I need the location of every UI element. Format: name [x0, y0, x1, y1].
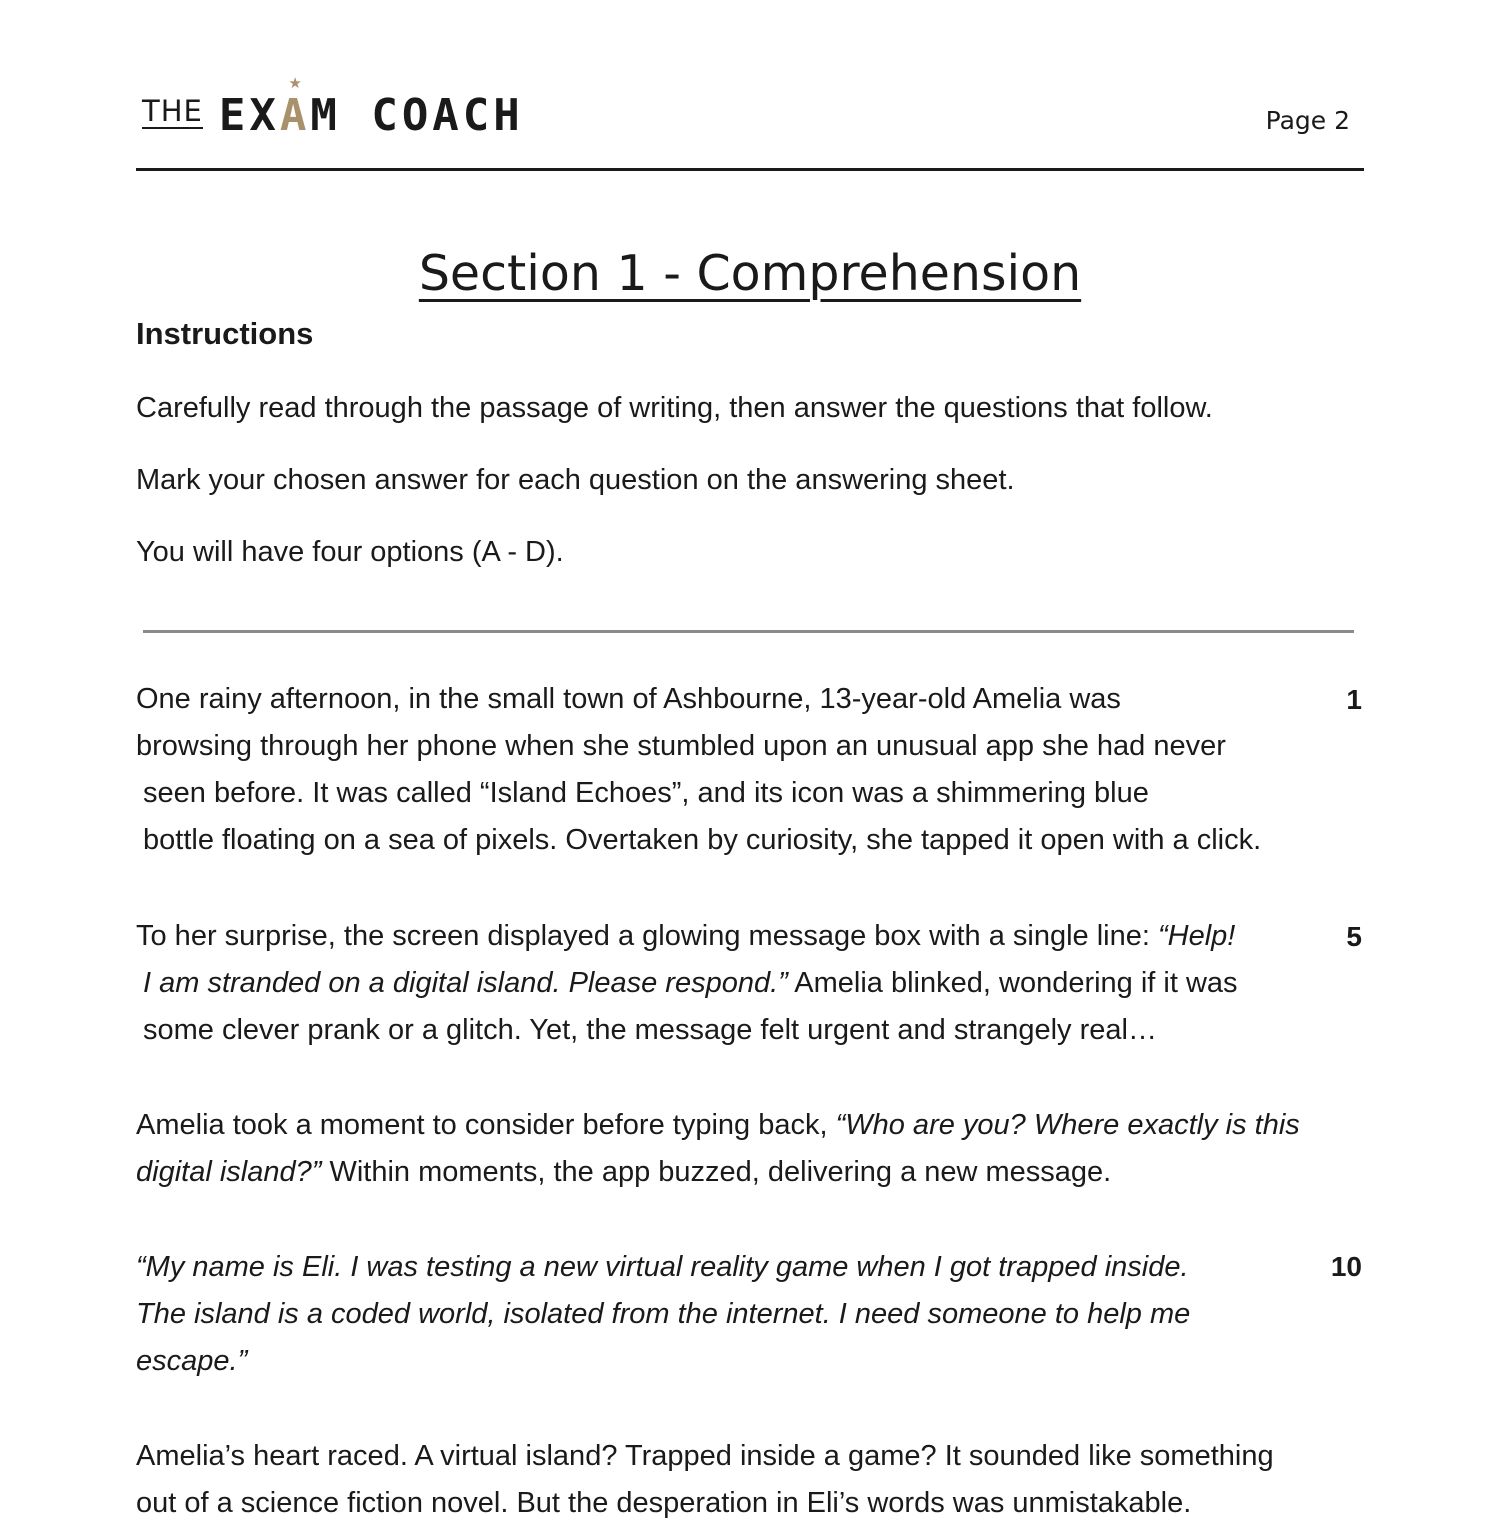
paragraph-line — [136, 960, 1238, 1007]
paragraph-line: seen before. It was called “Island Echoes”, and its icon was a shimmering blue — [143, 777, 1149, 809]
page-header — [136, 74, 1364, 150]
instruction-line: Carefully read through the passage of writing, then answer the questions that follow. — [136, 392, 1213, 424]
instruction-line: You will have four options (A - D). — [136, 536, 564, 568]
logo-the-text: THE — [142, 94, 203, 128]
logo-rest: M COACH — [310, 90, 524, 141]
passage-paragraph-5 — [136, 1433, 1274, 1527]
paragraph-line — [136, 1244, 1190, 1291]
paragraph-line — [136, 913, 1238, 960]
section-title-text: Section 1 - Comprehension — [418, 245, 1082, 302]
quoted-text: digital island?” — [136, 1156, 322, 1188]
paragraph-line: out of a science fiction novel. But the desperation in Eli’s words was unmistakable. — [136, 1487, 1192, 1519]
line-text: Within moments, the app buzzed, delivering a new message. — [321, 1156, 1112, 1188]
page-number: Page 2 — [1265, 106, 1350, 135]
paragraph-line: browsing through her phone when she stumbled upon an unusual app she had never — [136, 730, 1226, 762]
line-number-marker: 10 — [1330, 1251, 1362, 1282]
exam-coach-logo — [142, 74, 524, 142]
passage-paragraph-2 — [136, 913, 1238, 1054]
quoted-text: “Help! — [1158, 920, 1236, 952]
instruction-line: Mark your chosen answer for each question on the answering sheet. — [136, 464, 1015, 496]
paragraph-line — [136, 1291, 1190, 1338]
paragraph-line: some clever prank or a glitch. Yet, the message felt urgent and strangely real… — [143, 1014, 1157, 1046]
paragraph-line: Amelia’s heart raced. A virtual island? Trapped inside a game? It sounded like something — [136, 1440, 1274, 1472]
line-text: Amelia blinked, wondering if it was — [787, 967, 1238, 999]
section-title — [0, 245, 1500, 302]
paragraph-line — [136, 1149, 1300, 1196]
quoted-text: The island is a coded world, isolated from the internet. I need someone to help me — [136, 1298, 1191, 1330]
star-icon: ★ — [288, 74, 302, 92]
quoted-text: I am stranded on a digital island. Please respond.” — [143, 967, 788, 999]
line-number-marker: 5 — [1346, 921, 1362, 952]
quoted-text: “Who are you? Where exactly is this — [835, 1109, 1300, 1141]
passage-paragraph-4 — [136, 1244, 1190, 1385]
logo-ex: EX — [218, 90, 280, 141]
instructions-heading: Instructions — [136, 316, 314, 351]
line-number-marker: 1 — [1346, 684, 1362, 715]
quoted-text: escape.” — [136, 1345, 248, 1377]
passage-paragraph-3 — [136, 1102, 1300, 1196]
header-divider — [136, 168, 1364, 171]
paragraph-line: One rainy afternoon, in the small town of Ashbourne, 13-year-old Amelia was — [136, 683, 1121, 715]
section-divider — [143, 630, 1354, 633]
logo-a: A — [279, 90, 311, 141]
paragraph-line — [136, 1338, 1190, 1385]
quoted-text: “My name is Eli. I was testing a new virtual reality game when I got trapped inside. — [136, 1251, 1189, 1283]
line-text: Amelia took a moment to consider before typing back, — [136, 1109, 836, 1141]
passage-paragraph-1 — [136, 676, 1261, 864]
logo-accent-letter — [279, 74, 311, 141]
paragraph-line: bottle floating on a sea of pixels. Overtaken by curiosity, she tapped it open with a click. — [143, 824, 1262, 856]
paragraph-line — [136, 1102, 1300, 1149]
line-text: To her surprise, the screen displayed a glowing message box with a single line: — [136, 920, 1158, 952]
logo-main-text — [218, 74, 524, 142]
